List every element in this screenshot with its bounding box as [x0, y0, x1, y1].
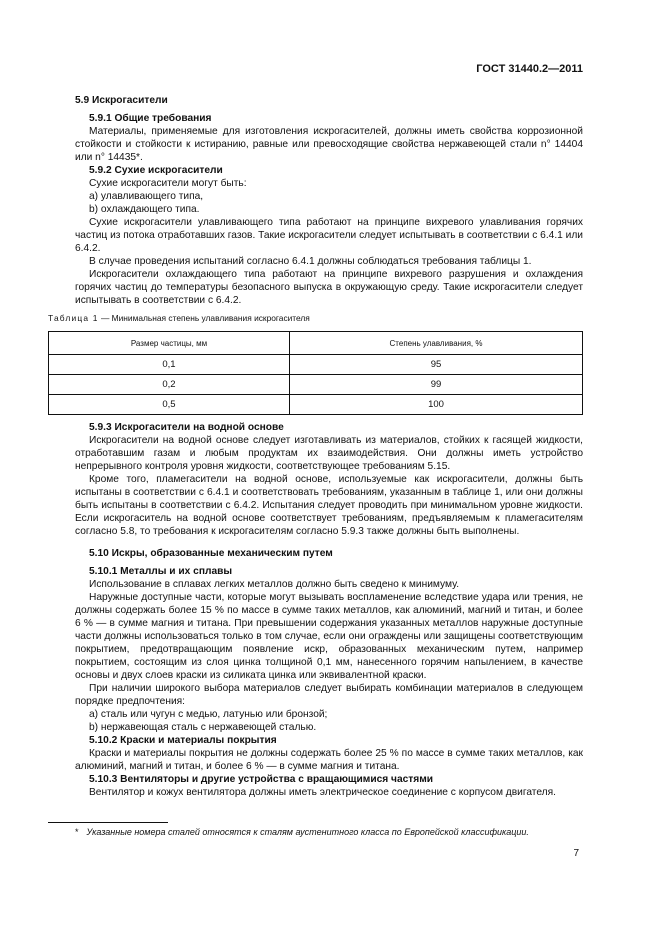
- paragraph: Материалы, применяемые для изготовления искрогасителей, должны иметь свойства коррозионной стойкости и стойкости к истиранию, равные или превосходящие свойства нержавеющей стали n° 14404 или n° 14435*.: [75, 126, 583, 163]
- footnote-divider: [48, 822, 168, 823]
- paragraph: Сухие искрогасители могут быть:: [89, 178, 247, 189]
- table-cell: 0,1: [49, 355, 290, 375]
- paragraph: Краски и материалы покрытия не должны содержать более 25 % по массе в сумме таких металлов, как алюминий, магний и титан, и более 6 % — в сумме магния и титана.: [75, 748, 583, 772]
- section-5-10-2-title: 5.10.2 Краски и материалы покрытия: [89, 735, 277, 746]
- section-5-9-3-title: 5.9.3 Искрогасители на водной основе: [89, 422, 284, 433]
- standard-header: ГОСТ 31440.2—2011: [476, 63, 583, 75]
- paragraph: В случае проведения испытаний согласно 6.4.1 должны соблюдаться требования таблицы 1.: [89, 256, 532, 267]
- table-row: [49, 395, 583, 415]
- section-5-10-title: 5.10 Искры, образованные механическим путем: [89, 548, 333, 559]
- table-row: [49, 375, 583, 395]
- data-table: [48, 331, 583, 415]
- paragraph: Наружные доступные части, которые могут вызывать воспламенение вследствие удара или трения, не должны содержать более 15 % по массе в сумме таких металлов, как алюминий, магний и титан, и более 6 % — в сумме магния и титана. При превышении содержания указанных металлов наружные доступные части должны использоваться только в том случае, если они ограждены или защищены соответствующим покрытием, предотвращающим появление искр, образованных механическим путем, например покрытием, состоящим из слоя цинка толщиной 0,1 мм, нанесенного горячим напылением, в качестве основы и двух слоев краски из силиката цинка или эквивалентной краски.: [75, 592, 583, 681]
- table-row: [49, 355, 583, 375]
- section-5-10-1-title: 5.10.1 Металлы и их сплавы: [89, 566, 233, 577]
- table-caption: [48, 312, 583, 325]
- table-cell: 0,2: [49, 375, 290, 395]
- page-number: 7: [573, 848, 579, 859]
- section-5-9-1-title: 5.9.1 Общие требования: [89, 113, 212, 124]
- table-cell: 0,5: [49, 395, 290, 415]
- table-header-row: [49, 332, 583, 355]
- paragraph: Вентилятор и кожух вентилятора должны иметь электрическое соединение с корпусом двигателя.: [89, 787, 556, 798]
- footnote-text: Указанные номера сталей относятся к сталям аустенитного класса по Европейской классификации.: [86, 827, 529, 837]
- table-caption-prefix: Таблица 1: [48, 313, 99, 323]
- paragraph: Искрогасители охлаждающего типа работают на принципе вихревого разрушения и охлаждения горячих частиц до температуры безопасного выпуска в окружающую среду. Такие искрогасители следует испытывать в соответствии с 6.4.2.: [75, 269, 583, 306]
- list-item: а) сталь или чугун с медью, латунью или бронзой;: [89, 709, 328, 720]
- footnote: [75, 826, 585, 839]
- table-cell: 100: [289, 395, 582, 415]
- column-header-size: Размер частицы, мм: [49, 332, 290, 355]
- paragraph: Сухие искрогасители улавливающего типа работают на принципе вихревого улавливания горячих частиц из потока отработавших газов. Такие искрогасители следует испытывать в соответствии с 6.4.1 или 6.4.2.: [75, 217, 583, 254]
- paragraph: Использование в сплавах легких металлов должно быть сведено к минимуму.: [89, 579, 460, 590]
- table-cell: 99: [289, 375, 582, 395]
- table-cell: 95: [289, 355, 582, 375]
- list-item: b) охлаждающего типа.: [89, 204, 200, 215]
- list-item: b) нержавеющая сталь с нержавеющей сталью.: [89, 722, 317, 733]
- table-caption-text: — Минимальная степень улавливания искрогасителя: [98, 313, 310, 323]
- section-5-9-2-title: 5.9.2 Сухие искрогасители: [89, 165, 223, 176]
- paragraph: Кроме того, пламегасители на водной основе, используемые как искрогасители, должны быть испытаны в соответствии с 6.4.1 и соответствовать требованиям, указанным в таблице 1, или они должны быть испытаны в соответствии с 6.4.2. Испытания следует проводить при минимальном уровне жидкости. Если искрогаситель на водной основе соответствует требованиям, предъявляемым к пламегасителям согласно 5.8, то требования к искрогасителям согласно 5.9.3 также должны быть выполнены.: [75, 474, 583, 537]
- footnote-mark: *: [75, 827, 79, 837]
- page-content: [48, 92, 583, 799]
- section-5-10-3-title: 5.10.3 Вентиляторы и другие устройства с вращающимися частями: [89, 774, 434, 785]
- spacer: [75, 538, 583, 547]
- column-header-degree: Степень улавливания, %: [289, 332, 582, 355]
- list-item: а) улавливающего типа,: [89, 191, 204, 202]
- paragraph: При наличии широкого выбора материалов следует выбирать комбинации материалов в следующем порядке предпочтения:: [75, 683, 583, 707]
- paragraph: Искрогасители на водной основе следует изготавливать из материалов, стойких к гасящей жидкости, отработавшим газам и любым продуктам их взаимодействия. Они должны иметь устройство непрерывного контроля уровня жидкости, соответствующее требованиям 5.15.: [75, 435, 583, 472]
- section-5-9-title: 5.9 Искрогасители: [75, 95, 168, 106]
